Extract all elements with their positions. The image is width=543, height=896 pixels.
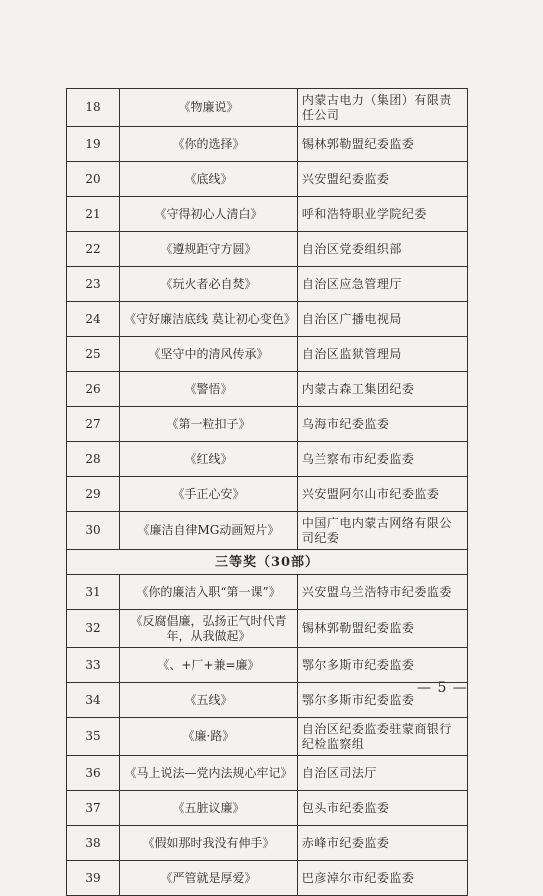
organization: 乌海市纪委监委	[297, 407, 467, 442]
table-row	[67, 197, 468, 232]
table-row	[67, 267, 468, 302]
table-row	[67, 442, 468, 477]
row-number: 19	[67, 127, 120, 162]
table-row	[67, 683, 468, 718]
row-number: 30	[67, 512, 120, 550]
table-row	[67, 791, 468, 826]
organization: 中国广电内蒙古网络有限公司纪委	[297, 512, 467, 550]
table-row	[67, 232, 468, 267]
work-title: 《、+厂+兼=廉》	[120, 648, 298, 683]
work-title: 《假如那时我没有伸手》	[120, 826, 298, 861]
organization: 自治区监狱管理局	[297, 337, 467, 372]
organization: 鄂尔多斯市纪委监委	[297, 683, 467, 718]
table-row	[67, 477, 468, 512]
row-number: 29	[67, 477, 120, 512]
row-number: 25	[67, 337, 120, 372]
row-number: 32	[67, 610, 120, 648]
table-row	[67, 89, 468, 127]
work-title: 《五线》	[120, 683, 298, 718]
organization: 乌兰察布市纪委监委	[297, 442, 467, 477]
work-title: 《马上说法—党内法规心牢记》	[120, 756, 298, 791]
table-row	[67, 718, 468, 756]
work-title: 《物廉说》	[120, 89, 298, 127]
organization: 兴安盟纪委监委	[297, 162, 467, 197]
table-row	[67, 512, 468, 550]
work-title: 《警悟》	[120, 372, 298, 407]
organization: 自治区广播电视局	[297, 302, 467, 337]
table-row	[67, 302, 468, 337]
organization: 锡林郭勒盟纪委监委	[297, 610, 467, 648]
row-number: 31	[67, 575, 120, 610]
row-number: 36	[67, 756, 120, 791]
table-row	[67, 162, 468, 197]
row-number: 33	[67, 648, 120, 683]
row-number: 18	[67, 89, 120, 127]
work-title: 《第一粒扣子》	[120, 407, 298, 442]
work-title: 《遵规距守方圆》	[120, 232, 298, 267]
row-number: 26	[67, 372, 120, 407]
organization: 包头市纪委监委	[297, 791, 467, 826]
organization: 内蒙古森工集团纪委	[297, 372, 467, 407]
awards-table	[66, 88, 468, 896]
table-row	[67, 861, 468, 896]
work-title: 《反腐倡廉，弘扬正气时代青年，从我做起》	[120, 610, 298, 648]
organization: 锡林郭勒盟纪委监委	[297, 127, 467, 162]
organization: 自治区纪委监委驻蒙商银行纪检监察组	[297, 718, 467, 756]
row-number: 34	[67, 683, 120, 718]
work-title: 《你的选择》	[120, 127, 298, 162]
organization: 巴彦淖尔市纪委监委	[297, 861, 467, 896]
row-number: 35	[67, 718, 120, 756]
table-row	[67, 826, 468, 861]
work-title: 《红线》	[120, 442, 298, 477]
work-title: 《守好廉洁底线 莫让初心变色》	[120, 302, 298, 337]
organization: 赤峰市纪委监委	[297, 826, 467, 861]
table-row	[67, 575, 468, 610]
row-number: 27	[67, 407, 120, 442]
row-number: 38	[67, 826, 120, 861]
table-row	[67, 372, 468, 407]
section-header: 三等奖（30部）	[67, 550, 468, 575]
organization: 自治区应急管理厅	[297, 267, 467, 302]
work-title: 《你的廉洁入职“第一课”》	[120, 575, 298, 610]
row-number: 21	[67, 197, 120, 232]
work-title: 《坚守中的清风传承》	[120, 337, 298, 372]
work-title: 《严管就是厚爱》	[120, 861, 298, 896]
work-title: 《底线》	[120, 162, 298, 197]
row-number: 20	[67, 162, 120, 197]
row-number: 22	[67, 232, 120, 267]
work-title: 《廉洁自律MG动画短片》	[120, 512, 298, 550]
work-title: 《玩火者必自焚》	[120, 267, 298, 302]
row-number: 24	[67, 302, 120, 337]
section-header-row	[67, 550, 468, 575]
organization: 内蒙古电力（集团）有限责任公司	[297, 89, 467, 127]
organization: 呼和浩特职业学院纪委	[297, 197, 467, 232]
organization: 自治区司法厅	[297, 756, 467, 791]
work-title: 《手正心安》	[120, 477, 298, 512]
work-title: 《五脏议廉》	[120, 791, 298, 826]
organization: 兴安盟阿尔山市纪委监委	[297, 477, 467, 512]
row-number: 23	[67, 267, 120, 302]
row-number: 37	[67, 791, 120, 826]
row-number: 39	[67, 861, 120, 896]
table-row	[67, 610, 468, 648]
table-row	[67, 648, 468, 683]
work-title: 《廉·路》	[120, 718, 298, 756]
table-row	[67, 127, 468, 162]
page-number: — 5 —	[417, 680, 468, 696]
work-title: 《守得初心人清白》	[120, 197, 298, 232]
organization: 鄂尔多斯市纪委监委	[297, 648, 467, 683]
row-number: 28	[67, 442, 120, 477]
organization: 兴安盟乌兰浩特市纪委监委	[297, 575, 467, 610]
table-row	[67, 407, 468, 442]
organization: 自治区党委组织部	[297, 232, 467, 267]
table-row	[67, 337, 468, 372]
